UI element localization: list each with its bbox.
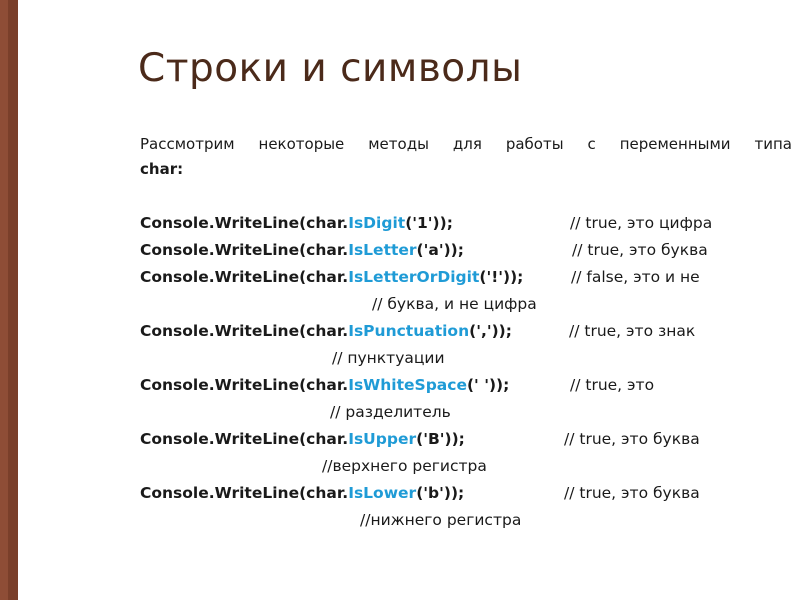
code-comment-continuation: //верхнего регистра: [322, 457, 487, 475]
slide-title: Строки и символы: [138, 46, 523, 91]
method-name: IsDigit: [348, 214, 406, 232]
code-prefix: Console.WriteLine(char.: [140, 430, 349, 448]
code-line-ispunctuation: [140, 318, 512, 344]
code-prefix: Console.WriteLine(char.: [140, 268, 349, 286]
code-args: ('a'));: [416, 241, 464, 259]
method-name: IsLetter: [348, 241, 417, 259]
code-args: ('b'));: [416, 484, 465, 502]
code-args: ('!'));: [479, 268, 524, 286]
code-prefix: Console.WriteLine(char.: [140, 484, 349, 502]
code-comment: // false, это и не: [571, 268, 700, 286]
code-line-iswhitespace: [140, 372, 509, 398]
code-comment: // true, это буква: [564, 430, 700, 448]
method-name: IsLower: [348, 484, 417, 502]
intro-text: Рассмотрим некоторые методы для работы с переменными типа: [140, 135, 792, 153]
code-line-isupper: [140, 426, 465, 452]
intro-type: char:: [140, 160, 184, 178]
code-line-isletter: [140, 237, 464, 263]
code-args: ('1'));: [405, 214, 453, 232]
code-prefix: Console.WriteLine(char.: [140, 376, 349, 394]
code-comment: // true, это буква: [572, 241, 708, 259]
code-prefix: Console.WriteLine(char.: [140, 241, 349, 259]
code-args: ('B'));: [416, 430, 465, 448]
code-comment: // true, это буква: [564, 484, 700, 502]
code-comment-continuation: // пунктуации: [332, 349, 445, 367]
code-comment-continuation: // буква, и не цифра: [372, 295, 537, 313]
code-line-islower: [140, 480, 464, 506]
code-args: (','));: [469, 322, 512, 340]
method-name: IsPunctuation: [348, 322, 470, 340]
code-comment: // true, это цифра: [570, 214, 713, 232]
left-decorative-rail-highlight: [0, 0, 8, 600]
code-prefix: Console.WriteLine(char.: [140, 214, 349, 232]
code-prefix: Console.WriteLine(char.: [140, 322, 349, 340]
code-comment-continuation: // разделитель: [330, 403, 451, 421]
code-line-isletterordigit: [140, 264, 523, 290]
code-args: (' '));: [466, 376, 510, 394]
method-name: IsLetterOrDigit: [348, 268, 480, 286]
code-comment: // true, это знак: [569, 322, 696, 340]
method-name: IsUpper: [348, 430, 417, 448]
code-line-isdigit: [140, 210, 453, 236]
code-comment: // true, это: [570, 376, 655, 394]
code-comment-continuation: //нижнего регистра: [360, 511, 522, 529]
method-name: IsWhiteSpace: [348, 376, 467, 394]
